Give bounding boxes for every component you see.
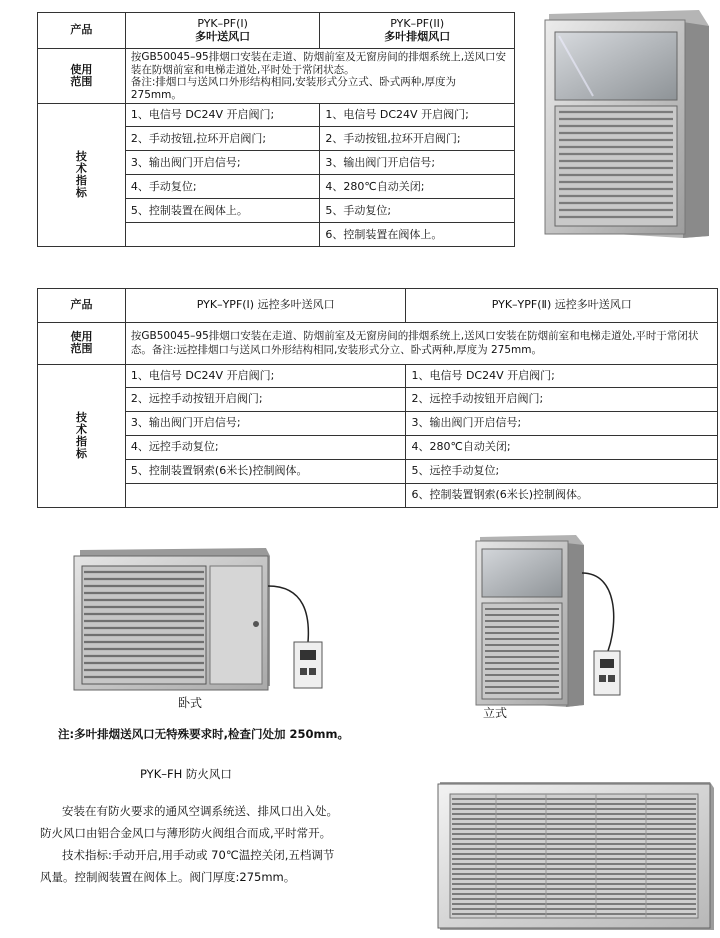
spec-item: 4、手动复位; (125, 175, 320, 199)
usage-label-2-text: 使用范围 (70, 330, 93, 356)
product-header-pf1 (125, 13, 320, 49)
fh-section-title: PYK–FH 防火风口 (140, 767, 232, 781)
usage-text: 按GB50045–95排烟口安装在走道、防烟前室及无窗房间的排烟系统上,送风口安装在防烟前室和电梯走道处,平时处于常闭状态。 (130, 51, 507, 76)
spec-item: 1、电信号 DC24V 开启阀门; (406, 365, 718, 388)
fh-paragraph-1: 安装在有防火要求的通风空调系统送、排风口出入处。 (62, 804, 338, 818)
product-header-ypf2: PYK–YPF(Ⅱ) 远控多叶送风口 (406, 289, 718, 323)
usage-note: 备注:排烟口与送风口外形结构相同,安装形式分立式、卧式两种,厚度为 275mm。 (130, 76, 457, 101)
fh-paragraph-4: 风量。控制阀装置在阀体上。阀门厚度:275mm。 (40, 870, 296, 884)
spec-item-empty (125, 223, 320, 247)
usage-label (38, 49, 126, 104)
spec-table-ypf (37, 288, 718, 508)
product-label: 产品 (38, 13, 126, 49)
spec-item: 5、手动复位; (320, 199, 515, 223)
name-pf1: 多叶送风口 (195, 29, 251, 43)
spec-item: 1、电信号 DC24V 开启阀门; (320, 104, 515, 127)
spec-item: 3、输出阀门开启信号; (406, 412, 718, 436)
caption-horizontal: 卧式 (178, 696, 203, 710)
fh-paragraph-3: 技术指标:手动开启,用手动或 70℃温控关闭,五档调节 (62, 848, 335, 862)
tech-label (38, 104, 126, 247)
spec-item: 2、远控手动按钮开启阀门; (406, 388, 718, 412)
spec-item: 4、280℃自动关闭; (320, 175, 515, 199)
spec-item: 2、远控手动按钮开启阀门; (125, 388, 406, 412)
product-header-ypf1: PYK–YPF(Ⅰ) 远控多叶送风口 (125, 289, 406, 323)
caption-vertical: 立式 (483, 706, 508, 720)
spec-table-pf (37, 12, 515, 247)
product-header-pf2 (320, 13, 515, 49)
product-label-2: 产品 (38, 289, 126, 323)
spec-item: 3、输出阀门开启信号; (125, 412, 406, 436)
spec-item: 4、280℃自动关闭; (406, 436, 718, 460)
usage-label-2 (38, 323, 126, 365)
spec-item: 6、控制装置在阀体上。 (320, 223, 515, 247)
usage-cell (125, 49, 514, 104)
tech-label-2-text: 技术指标 (75, 410, 87, 460)
spec-item: 1、电信号 DC24V 开启阀门; (125, 104, 320, 127)
tech-label-2 (38, 365, 126, 508)
spec-item: 6、控制装置钢索(6米长)控制阀体。 (406, 484, 718, 508)
model-pf1: PYK–PF(I) (197, 16, 248, 30)
note-text: 注:多叶排烟送风口无特殊要求时,检查门处加 250mm。 (58, 727, 349, 741)
usage-text-2: 按GB50045–95排烟口安装在走道、防烟前室及无窗房间的排烟系统上,送风口安装在防烟前室和电梯走道处,平时于常闭状态。备注:远控排烟口与送风口外形结构相同,安装形式分立、卧式两种,厚度为 275mm。 (125, 323, 717, 365)
vertical-vent-photo-1 (533, 8, 715, 240)
spec-item-empty (125, 484, 406, 508)
spec-item: 3、输出阀门开启信号; (125, 151, 320, 175)
vertical-vent-photo-2 (468, 533, 628, 711)
spec-item: 5、控制装置在阀体上。 (125, 199, 320, 223)
usage-label-text: 使用范围 (70, 62, 93, 88)
horizontal-vent-photo (70, 546, 336, 698)
tech-label-text: 技术指标 (75, 149, 87, 200)
spec-item: 5、控制装置钢索(6米长)控制阀体。 (125, 460, 406, 484)
spec-item: 1、电信号 DC24V 开启阀门; (125, 365, 406, 388)
spec-item: 3、输出阀门开启信号; (320, 151, 515, 175)
spec-item: 4、远控手动复位; (125, 436, 406, 460)
spec-item: 2、手动按钮,拉环开启阀门; (125, 127, 320, 151)
fire-vent-grille-photo (436, 780, 716, 932)
spec-item: 2、手动按钮,拉环开启阀门; (320, 127, 515, 151)
spec-item: 5、远控手动复位; (406, 460, 718, 484)
model-pf2: PYK–PF(II) (390, 16, 445, 30)
name-pf2: 多叶排烟风口 (384, 29, 451, 43)
fh-paragraph-2: 防火风口由铝合金风口与薄形防火阀组合而成,平时常开。 (40, 826, 332, 840)
